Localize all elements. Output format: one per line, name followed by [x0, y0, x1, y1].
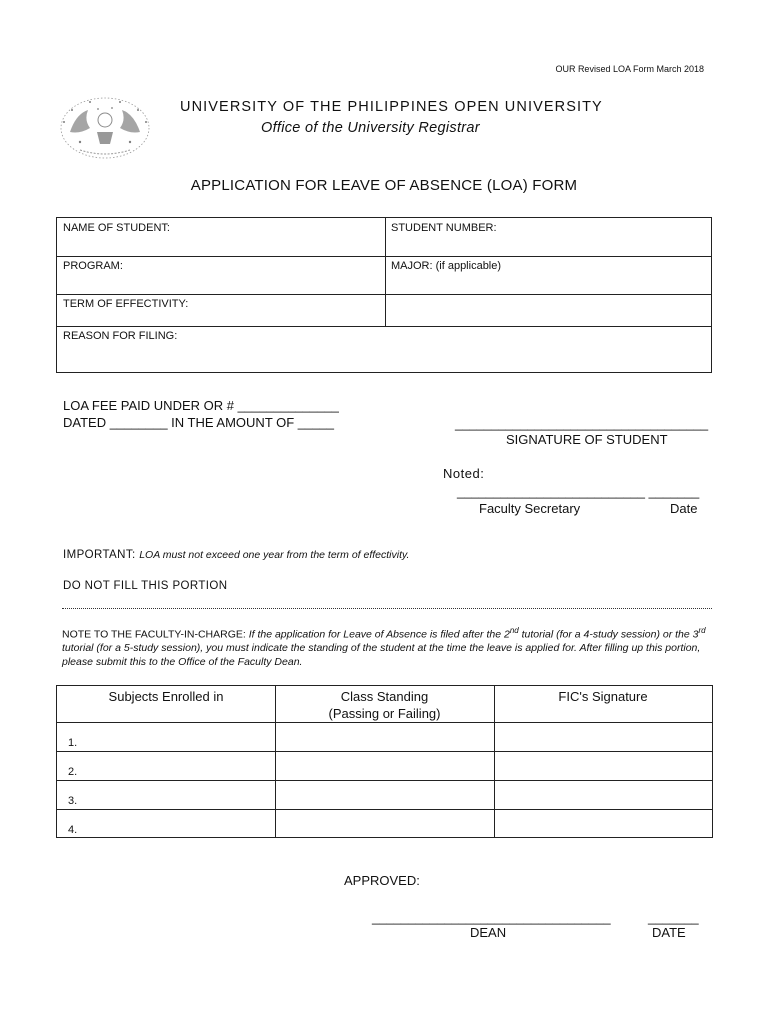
student-signature-line: ___________________________________ — [455, 416, 709, 431]
note-label: NOTE TO THE FACULTY-IN-CHARGE: — [62, 628, 246, 641]
program-label: PROGRAM: — [63, 260, 123, 272]
table-divider — [57, 294, 711, 295]
note-text-b: tutorial (for a 4-study session) or the 3 — [518, 628, 699, 641]
do-not-fill-heading: DO NOT FILL THIS PORTION — [63, 580, 228, 592]
note-text-a: If the application for Leave of Absence is filed after the 2 — [248, 628, 510, 641]
faculty-secretary-label: Faculty Secretary — [479, 501, 581, 516]
approval-date-line: _______ — [648, 910, 699, 925]
faculty-secretary-signature-line: __________________________ _______ — [457, 484, 700, 499]
noted-date-label: Date — [670, 501, 698, 516]
table-divider — [57, 809, 712, 810]
table-row-number: 4. — [68, 824, 78, 836]
subjects-table — [56, 685, 713, 838]
major-label: MAJOR: (if applicable) — [391, 260, 502, 272]
table-divider — [385, 218, 386, 326]
university-seal-logo — [50, 92, 160, 162]
student-number-label: STUDENT NUMBER: — [391, 222, 497, 234]
dean-signature-line: _________________________________ — [372, 910, 611, 925]
table-divider — [494, 686, 495, 837]
student-info-table — [56, 217, 712, 373]
subjects-enrolled-header: Subjects Enrolled in — [108, 689, 224, 704]
note-to-faculty — [62, 624, 712, 669]
table-divider — [57, 751, 712, 752]
term-of-effectivity-label: TERM OF EFFECTIVITY: — [63, 298, 189, 310]
office-name: Office of the University Registrar — [261, 120, 480, 136]
table-divider — [57, 256, 711, 257]
dotted-separator — [62, 598, 712, 609]
fic-signature-header: FIC's Signature — [558, 689, 648, 704]
dated-amount-line: DATED ________ IN THE AMOUNT OF _____ — [63, 415, 334, 430]
form-revision-note: OUR Revised LOA Form March 2018 — [555, 64, 704, 74]
noted-label: Noted: — [443, 466, 485, 481]
approval-date-label: DATE — [652, 925, 686, 940]
class-standing-header-line2: (Passing or Failing) — [328, 706, 441, 721]
class-standing-header-line1: Class Standing — [340, 689, 429, 704]
loa-fee-line: LOA FEE PAID UNDER OR # ______________ — [63, 398, 339, 413]
table-row-number: 2. — [68, 766, 78, 778]
dean-label: DEAN — [470, 925, 507, 940]
note-sup-a: nd — [509, 626, 519, 635]
class-standing-header — [275, 688, 494, 722]
reason-for-filing-label: REASON FOR FILING: — [63, 330, 178, 342]
table-divider — [57, 722, 712, 723]
table-divider — [57, 326, 711, 327]
signature-of-student-label: SIGNATURE OF STUDENT — [506, 432, 668, 447]
important-text: LOA must not exceed one year from the term of effectivity. — [139, 549, 410, 561]
note-text-c: tutorial (for a 5-study session), you must indicate the standing of the student at the time the leave is applied for. After filling up this portion, please submit this to the Office of the Faculty Dean. — [62, 642, 701, 668]
form-title: APPLICATION FOR LEAVE OF ABSENCE (LOA) FORM — [190, 177, 578, 194]
university-name: UNIVERSITY OF THE PHILIPPINES OPEN UNIVERSITY — [180, 99, 603, 115]
approved-label: APPROVED: — [344, 873, 420, 888]
table-divider — [57, 780, 712, 781]
table-row-number: 1. — [68, 737, 78, 749]
note-sup-b: rd — [698, 626, 706, 635]
important-note — [63, 549, 409, 561]
table-row-number: 3. — [68, 795, 78, 807]
name-of-student-label: NAME OF STUDENT: — [63, 222, 170, 234]
important-label: IMPORTANT: — [63, 549, 136, 561]
